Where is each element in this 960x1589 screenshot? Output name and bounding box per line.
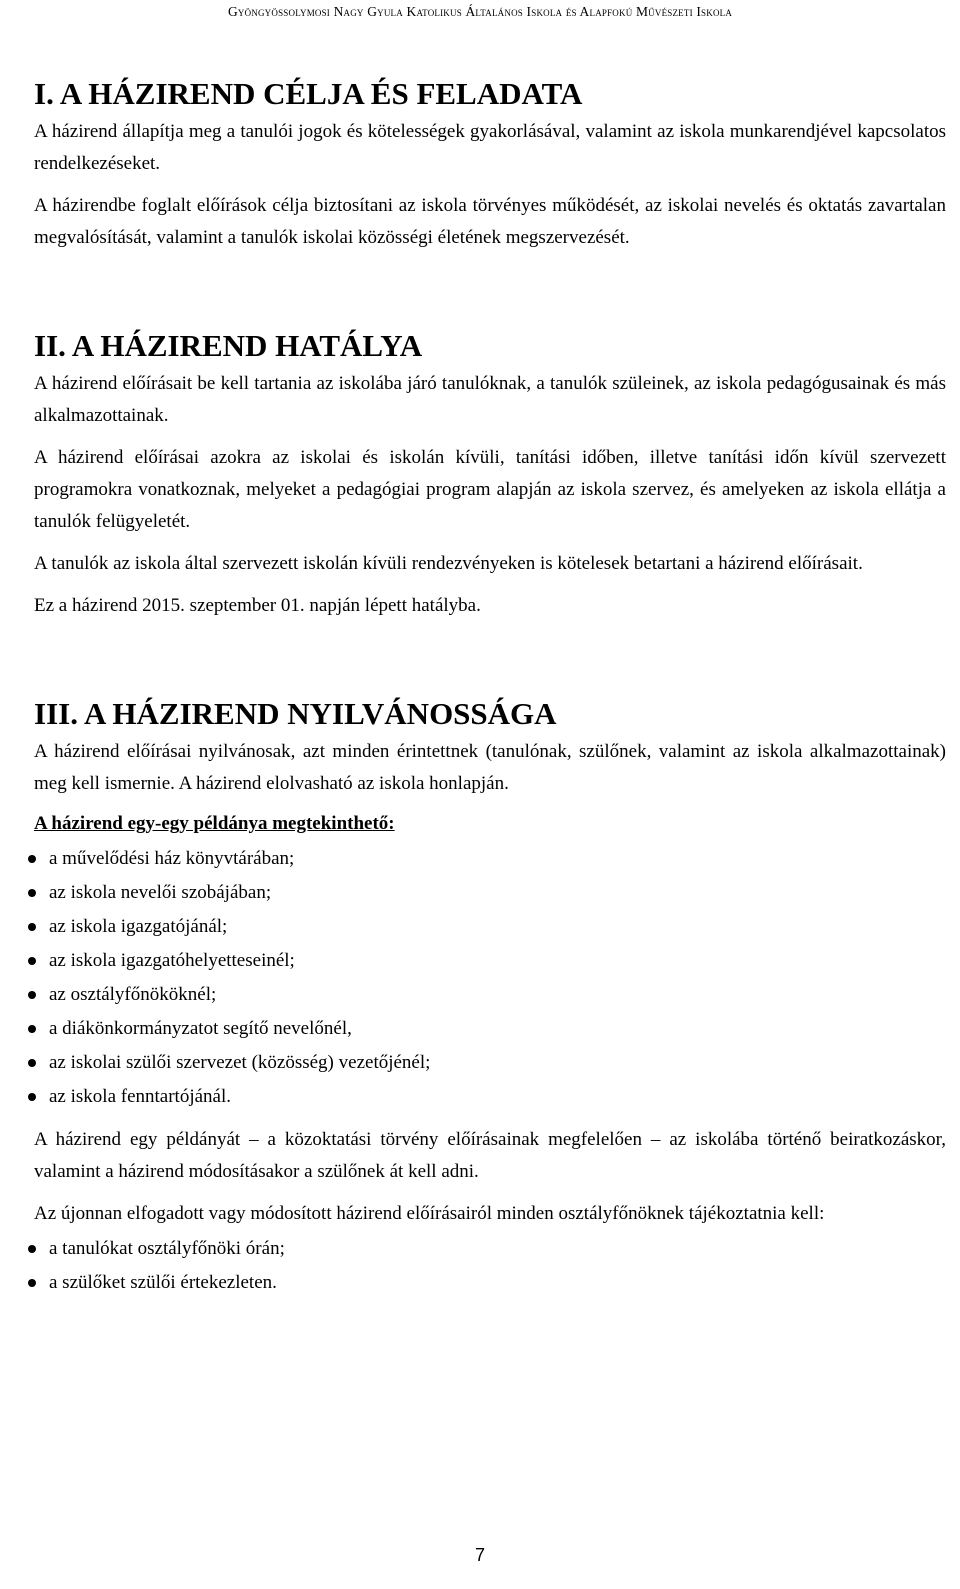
document-body [34,72,946,1300]
section-title-3: III. A HÁZIREND NYILVÁNOSSÁGA [34,696,557,731]
paragraph: A házirend előírásai azokra az iskolai és iskolán kívüli, tanítási időben, illetve tanítási időn kívül szervezett programokra vonatkoznak, melyeket a pedagógiai program alapján az iskola szervez, és amelyeken az iskola ellátja a tanulók felügyeletét. [34,447,946,532]
list-title: A házirend egy-egy példánya megtekinthető: [34,813,395,834]
bullet-icon [28,1059,36,1067]
bullet-icon [28,855,36,863]
list-item: az iskola igazgatóhelyetteseinél; [34,944,946,978]
bullet-icon [28,991,36,999]
list-item: az iskola fenntartójánál. [34,1080,946,1114]
paragraph: Az újonnan elfogadott vagy módosított házirend előírásairól minden osztályfőnöknek tájékoztatnia kell: [34,1203,825,1224]
section-title-2: II. A HÁZIREND HATÁLYA [34,328,423,363]
paragraph: A tanulók az iskola által szervezett iskolán kívüli rendezvényeken is kötelesek betartani a házirend előírásait. [34,553,863,574]
notify-list [34,1232,946,1300]
list-item: a szülőket szülői értekezleten. [34,1266,946,1300]
list-item: az osztályfőnököknél; [34,978,946,1012]
paragraph: A házirendbe foglalt előírások célja biztosítani az iskola törvényes működését, az iskolai nevelés és oktatás zavartalan megvalósítását, valamint a tanulók iskolai közösségi életének megszervezését. [34,195,946,248]
paragraph: A házirend állapítja meg a tanulói jogok és kötelességek gyakorlásával, valamint az iskola munkarendjével kapcsolatos rendelkezéseket. [34,121,946,174]
paragraph: A házirend egy példányát – a közoktatási törvény előírásainak megfelelően – az iskolába történő beiratkozáskor, valamint a házirend módosításakor a szülőnek át kell adni. [34,1129,946,1182]
bullet-icon [28,957,36,965]
bullet-icon [28,1093,36,1101]
copies-list [34,842,946,1114]
paragraph: A házirend előírásait be kell tartania az iskolába járó tanulóknak, a tanulók szüleinek, az iskola pedagógusainak és más alkalmazottainak. [34,373,946,426]
paragraph: Ez a házirend 2015. szeptember 01. napján lépett hatályba. [34,595,481,616]
bullet-icon [28,889,36,897]
list-item: a művelődési ház könyvtárában; [34,842,946,876]
list-item: az iskola nevelői szobájában; [34,876,946,910]
page-number: 7 [474,1545,485,1565]
list-item: az iskolai szülői szervezet (közösség) vezetőjénél; [34,1046,946,1080]
list-item: az iskola igazgatójánál; [34,910,946,944]
bullet-icon [28,1245,36,1253]
section-title-1: I. A HÁZIREND CÉLJA ÉS FELADATA [34,76,583,111]
page-header: Gyöngyössolymosi Nagy Gyula Katolikus Általános Iskola és Alapfokú Művészeti Iskola [227,4,733,19]
list-item: a tanulókat osztályfőnöki órán; [34,1232,946,1266]
bullet-icon [28,1025,36,1033]
bullet-icon [28,923,36,931]
list-item: a diákönkormányzatot segítő nevelőnél, [34,1012,946,1046]
bullet-icon [28,1279,36,1287]
paragraph: A házirend előírásai nyilvánosak, azt minden érintettnek (tanulónak, szülőnek, valamint az iskola alkalmazottainak) meg kell ismernie. A házirend elolvasható az iskola honlapján. [34,741,946,794]
